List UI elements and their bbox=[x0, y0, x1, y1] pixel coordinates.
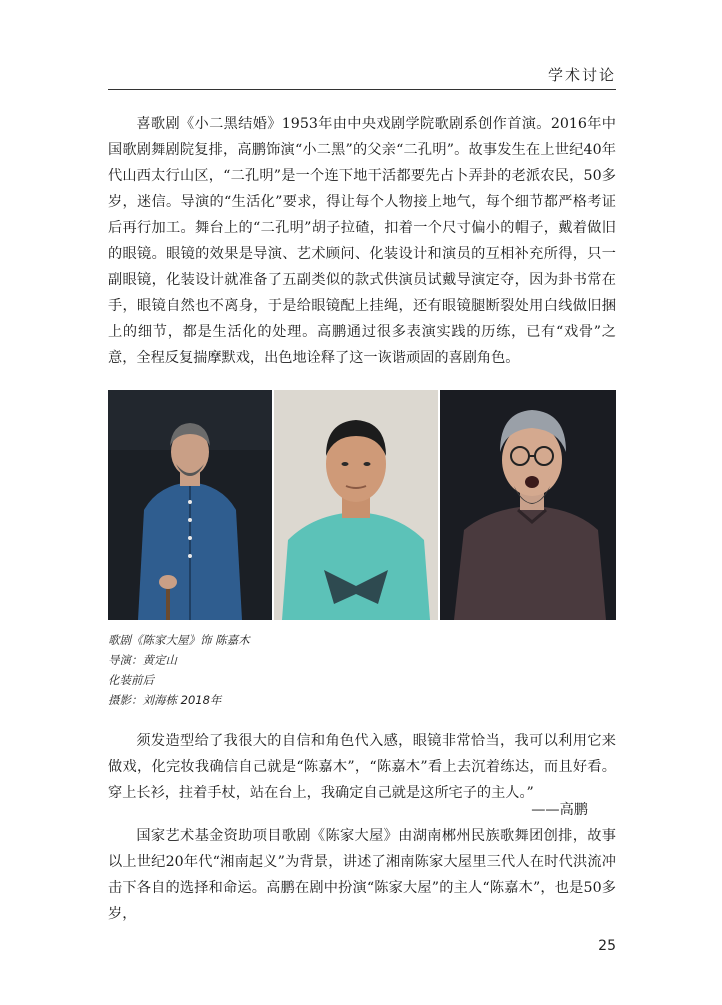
caption-line-director: 导演：黄定山 bbox=[108, 653, 177, 667]
body-paragraph-1: 喜歌剧《小二黑结婚》1953年由中央戏剧学院歌剧系创作首演。2016年中国歌剧舞剧院复排，高鹏饰演“小二黑”的父亲“二孔明”。故事发生在上世纪40年代山西太行山区，“二孔明”是一个连下地干活都要先占卜弄卦的老派农民，50多岁，迷信。导演的“生活化”要求，得让每个人物接上地气，每个细节都严格考证后再行加工。舞台上的“二孔明”胡子拉碴，扣着一个尺寸偏小的帽子，戴着做旧的眼镜。眼镜的效果是导演、艺术顾问、化装设计和演员的互相补充所得，只一副眼镜，化装设计就准备了五副类似的款式供演员试戴导演定夺，因为卦书常在手，眼镜自然也不离身，于是给眼镜配上挂绳，还有眼镜腿断裂处用白线做旧捆上的细节，都是生活化的处理。高鹏通过很多表演实践的历练，已有“戏骨”之意，全程反复揣摩默戏，出色地诠释了这一诙谐顽固的喜剧角色。 bbox=[108, 116, 616, 366]
page-header bbox=[108, 64, 616, 90]
caption-line-photographer: 摄影：刘海栋 2018年 bbox=[108, 693, 222, 707]
photo-without-makeup bbox=[274, 390, 438, 620]
body-paragraph-3: 国家艺术基金资助项目歌剧《陈家大屋》由湖南郴州民族歌舞团创排，故事以上世纪20年代“湘南起义”为背景，讲述了湘南陈家大屋里三代人在时代洪流冲击下各自的选择和命运。高鹏在剧中扮演“陈家大屋”的主人“陈嘉木”，也是50多岁， bbox=[108, 828, 616, 922]
quote-paragraph: 须发造型给了我很大的自信和角色代入感，眼镜非常恰当，我可以利用它来做戏，化完妆我确信自己就是“陈嘉木”，“陈嘉木”看上去沉着练达，而且好看。穿上长衫，拄着手杖，站在台上，我确定自己就是这所宅子的主人。” bbox=[108, 733, 616, 801]
photo-stage-costume bbox=[108, 390, 272, 620]
header-rule bbox=[108, 89, 616, 91]
photo-caption bbox=[108, 630, 408, 710]
photo-strip bbox=[108, 390, 616, 620]
caption-line-makeup: 化装前后 bbox=[108, 673, 154, 687]
quote-signature: ——高鹏 bbox=[531, 802, 588, 818]
page-number: 25 bbox=[598, 938, 616, 954]
caption-line-role: 歌剧《陈家大屋》饰 陈嘉木 bbox=[108, 633, 250, 647]
section-title: 学术讨论 bbox=[547, 66, 616, 84]
photo-after-makeup bbox=[440, 390, 616, 620]
